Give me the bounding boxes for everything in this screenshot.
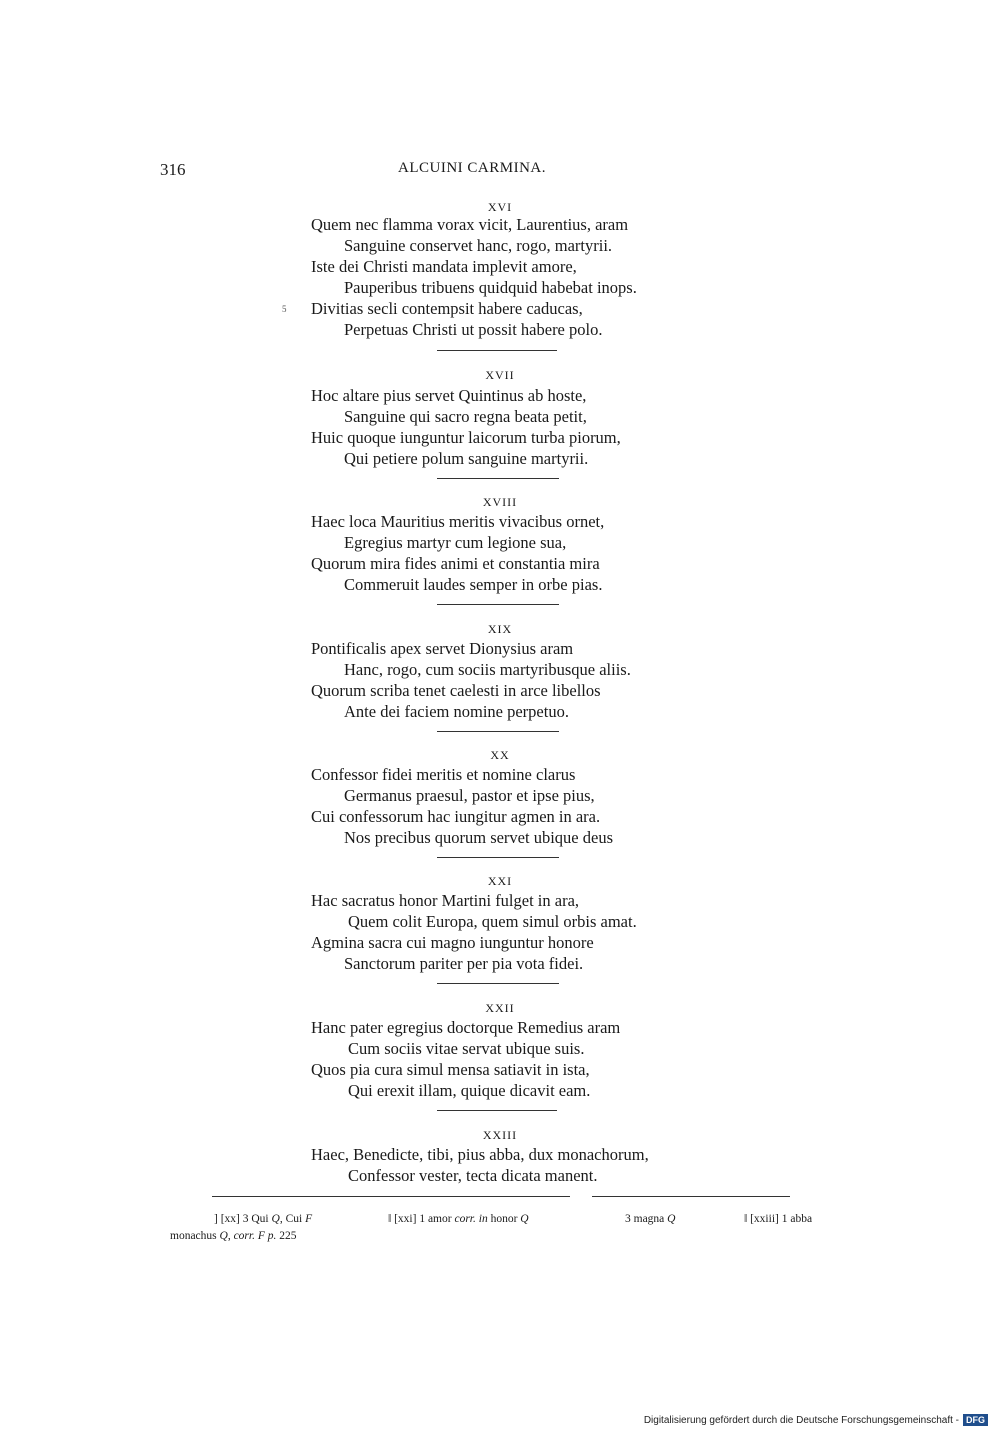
verse-line: Haec, Benedicte, tibi, pius abba, dux monachorum, <box>311 1145 649 1164</box>
dfg-logo-icon: DFG <box>963 1414 988 1426</box>
poem-number: XXII <box>485 1001 515 1015</box>
verse-line: Quem nec flamma vorax vicit, Laurentius, aram <box>311 215 629 234</box>
verse-line: Quos pia cura simul mensa satiavit in ista, <box>311 1060 590 1079</box>
section-divider <box>437 350 557 351</box>
footnote-xxi-3: 3 magna Q <box>625 1213 676 1225</box>
verse-line: Quorum scriba tenet caelesti in arce libellos <box>311 681 601 700</box>
poem-number: XVIII <box>482 495 518 509</box>
footnote-xxiii: ‖ [xxiii] 1 abba <box>744 1213 813 1225</box>
verse-line: Cum sociis vitae servat ubique suis. <box>348 1039 585 1058</box>
verse-line: Commeruit laudes semper in orbe pias. <box>344 575 603 594</box>
poem-number: XXIII <box>482 1128 518 1142</box>
verse-line: Pauperibus tribuens quidquid habebat inops. <box>344 278 637 297</box>
verse-line: Nos precibus quorum servet ubique deus <box>344 828 613 847</box>
section-divider <box>437 478 559 479</box>
section-divider <box>437 857 559 858</box>
verse-line: Perpetuas Christi ut possit habere polo. <box>344 320 603 339</box>
poem-number: XIX <box>487 622 513 636</box>
verse-line: Quem colit Europa, quem simul orbis amat. <box>348 912 637 931</box>
section-divider <box>437 604 559 605</box>
verse-line: Iste dei Christi mandata implevit amore, <box>311 257 577 276</box>
verse-line: Ante dei faciem nomine perpetuo. <box>344 702 569 721</box>
footnote-xx: ] [xx] 3 Qui Q, Cui F <box>214 1213 313 1225</box>
verse-line: Hac sacratus honor Martini fulget in ara, <box>311 891 580 910</box>
verse-line: Pontificalis apex servet Dionysius aram <box>311 639 574 658</box>
verse-line: Sanguine conservet hanc, rogo, martyrii. <box>344 236 613 255</box>
verse-line: Divitias secli contempsit habere caducas, <box>311 299 583 318</box>
funding-notice <box>644 1414 988 1426</box>
running-head: ALCUINI CARMINA. <box>398 160 546 176</box>
footnote-rule <box>592 1196 790 1197</box>
verse-line: Cui confessorum hac iungitur agmen in ara. <box>311 807 601 826</box>
verse-line: Hoc altare pius servet Quintinus ab hoste, <box>311 386 587 405</box>
verse-line: Confessor fidei meritis et nomine clarus <box>311 765 576 784</box>
verse-line: Sanguine qui sacro regna beata petit, <box>344 407 587 426</box>
verse-line: Quorum mira fides animi et constantia mira <box>311 554 600 573</box>
verse-line: Egregius martyr cum legione sua, <box>344 533 567 552</box>
verse-line: Haec loca Mauritius meritis vivacibus ornet, <box>311 512 605 531</box>
footnote-rule <box>212 1196 570 1197</box>
poem-number: XVI <box>487 200 513 214</box>
verse-line: Hanc, rogo, cum sociis martyribusque aliis. <box>344 660 631 679</box>
verse-line: Confessor vester, tecta dicata manent. <box>348 1166 598 1185</box>
verse-line: Agmina sacra cui magno iunguntur honore <box>311 933 594 952</box>
page-number: 316 <box>160 160 186 179</box>
verse-line: Qui erexit illam, quique dicavit eam. <box>348 1081 591 1100</box>
verse-line: Huic quoque iunguntur laicorum turba piorum, <box>311 428 621 447</box>
funding-notice-text: Digitalisierung gefördert durch die Deutsche Forschungsgemeinschaft - <box>643 1414 959 1426</box>
verse-line: Qui petiere polum sanguine martyrii. <box>344 449 589 468</box>
footnote-xxi: ‖ [xxi] 1 amor corr. in honor Q <box>388 1213 529 1225</box>
section-divider <box>437 731 559 732</box>
verse-line: Germanus praesul, pastor et ipse pius, <box>344 786 595 805</box>
section-divider <box>437 983 559 984</box>
poem-number: XXI <box>487 874 513 888</box>
verse-line: Hanc pater egregius doctorque Remedius aram <box>311 1018 621 1037</box>
footnote-continuation: monachus Q, corr. F p. 225 <box>170 1230 297 1242</box>
verse-line: Sanctorum pariter per pia vota fidei. <box>344 954 584 973</box>
poem-number: XX <box>490 748 510 762</box>
section-divider <box>437 1110 557 1111</box>
poem-number: XVII <box>485 368 515 382</box>
line-number-marker: 5 <box>282 304 287 314</box>
